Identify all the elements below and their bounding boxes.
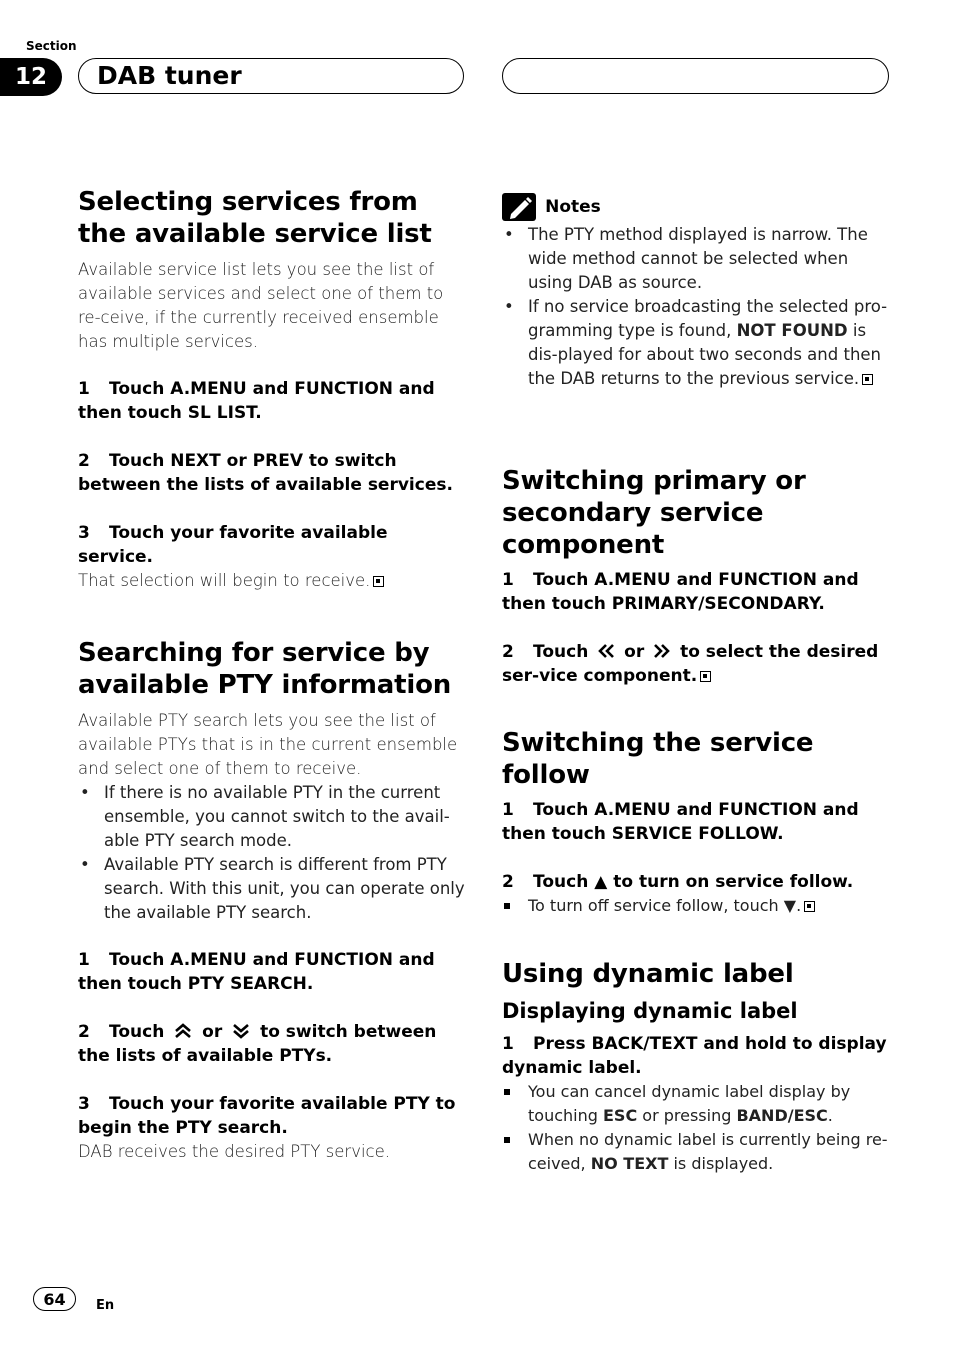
step-2: 2 Touch NEXT or PREV to switch between the lists of available services. xyxy=(78,451,453,495)
step-1: 1 Touch A.MENU and FUNCTION and then touch SL LIST. xyxy=(78,379,435,423)
list-item: • If no service broadcasting the selected pro-gramming type is found, NOT FOUND is dis-played for about two seconds and then the DAB returns to the previous service. xyxy=(502,295,890,391)
up-triangle-icon: ▲ xyxy=(594,872,608,892)
step-3: 3 Touch your favorite available PTY to begin the PTY search. xyxy=(78,1094,456,1138)
double-chevron-down-icon xyxy=(231,1023,251,1039)
step-3: 3 Touch your favorite available service. xyxy=(78,523,388,567)
section-label: Section xyxy=(26,39,77,53)
section-title: Selecting services from the available service list xyxy=(78,187,432,249)
step-1: 1 Press BACK/TEXT and hold to display dynamic label. xyxy=(502,1034,887,1078)
chapter-title: DAB tuner xyxy=(97,61,242,90)
double-chevron-up-icon xyxy=(173,1023,193,1039)
section-title: Switching primary or secondary service component xyxy=(502,466,806,560)
list-item: When no dynamic label is currently being re-ceived, NO TEXT is displayed. xyxy=(502,1128,890,1176)
notes-list xyxy=(502,223,890,391)
result-text: That selection will begin to receive. xyxy=(78,569,466,593)
end-mark-icon xyxy=(373,576,384,587)
end-mark-icon xyxy=(862,374,873,385)
note-list xyxy=(502,1080,890,1176)
section-subtitle: Displaying dynamic label xyxy=(502,999,798,1023)
step-1: 1 Touch A.MENU and FUNCTION and then touch PTY SEARCH. xyxy=(78,950,435,994)
section-primary-secondary xyxy=(502,465,890,688)
end-mark-icon xyxy=(804,901,815,912)
intro-text: Available PTY search lets you see the list of available PTYs that is in the current ensemble and select one of them to receive. xyxy=(78,711,458,778)
page-number-badge xyxy=(33,1287,76,1311)
section-service-follow xyxy=(502,727,890,918)
step-2: 2 Touch ▲ to turn on service follow. xyxy=(502,872,854,892)
notes-title: Notes xyxy=(545,197,601,217)
note-list xyxy=(502,894,890,918)
pencil-note-icon xyxy=(502,193,536,221)
double-chevron-right-icon xyxy=(653,644,671,658)
section-number-badge xyxy=(0,58,62,96)
section-dynamic-label xyxy=(502,958,890,1176)
notes-box xyxy=(502,193,890,391)
page-number: 64 xyxy=(43,1289,66,1309)
language-label: En xyxy=(96,1298,115,1313)
end-mark-icon xyxy=(700,671,711,682)
list-item: • If there is no available PTY in the current ensemble, you cannot switch to the avail-able PTY search mode. xyxy=(78,781,466,853)
section-title: Using dynamic label xyxy=(502,959,794,989)
step-2: 2 Touch or to select the desired ser-vice component. xyxy=(502,642,879,686)
step-1: 1 Touch A.MENU and FUNCTION and then touch PRIMARY/SECONDARY. xyxy=(502,570,859,614)
result-text: DAB receives the desired PTY service. xyxy=(78,1142,391,1161)
double-chevron-left-icon xyxy=(597,644,615,658)
intro-text: Available service list lets you see the list of available services and select one of them to re-ceive, if the currently received ensemble has multiple services. xyxy=(78,260,444,351)
chapter-title-box xyxy=(78,58,464,94)
list-item: You can cancel dynamic label display by touching ESC or pressing BAND/ESC. xyxy=(502,1080,890,1128)
step-2: 2 Touch or to switch between the lists of available PTYs. xyxy=(78,1022,437,1066)
section-title: Searching for service by available PTY information xyxy=(78,638,452,700)
chapter-title-box-empty xyxy=(502,58,889,94)
bullet-list xyxy=(78,781,466,925)
list-item: • Available PTY search is different from PTY search. With this unit, you can operate only the available PTY search. xyxy=(78,853,466,925)
list-item: To turn off service follow, touch ▼. xyxy=(502,894,890,918)
down-triangle-icon: ▼. xyxy=(783,896,802,915)
section-title: Switching the service follow xyxy=(502,728,814,790)
section-number: 12 xyxy=(14,64,47,90)
section-select-services xyxy=(78,186,466,593)
section-pty-search xyxy=(78,637,466,1164)
list-item: • The PTY method displayed is narrow. The wide method cannot be selected when using DAB as source. xyxy=(502,223,890,295)
step-1: 1 Touch A.MENU and FUNCTION and then touch SERVICE FOLLOW. xyxy=(502,800,859,844)
